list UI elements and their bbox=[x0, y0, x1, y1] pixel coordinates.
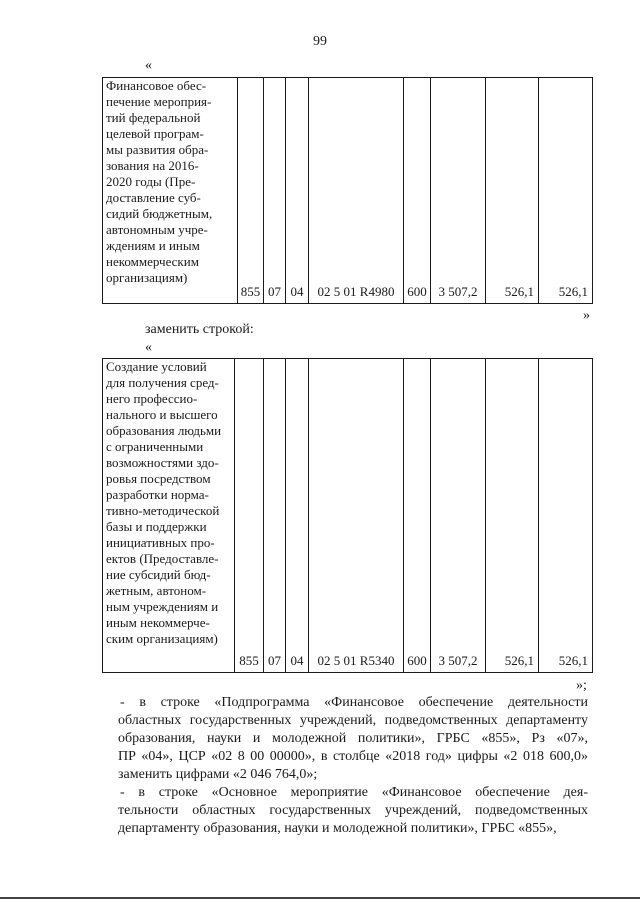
rz-cell: 07 bbox=[264, 78, 286, 304]
sum-2018-cell: 3 507,2 bbox=[431, 359, 486, 673]
page-number: 99 bbox=[313, 34, 327, 49]
csr-cell: 02 5 01 R5340 bbox=[309, 359, 404, 673]
description-line: зования на 2016- bbox=[106, 158, 199, 173]
description-line: некоммерческим bbox=[106, 254, 199, 269]
vr-cell: 600 bbox=[404, 78, 431, 304]
grbs-cell: 855 bbox=[235, 359, 264, 673]
description-line: организациям) bbox=[106, 270, 188, 285]
sum-2019-cell: 526,1 bbox=[486, 359, 539, 673]
budget-table-replacement bbox=[102, 358, 593, 673]
description-line: тивно-методической bbox=[106, 503, 220, 518]
description-line: жетным, автоном- bbox=[106, 583, 207, 598]
sum-2018-cell: 3 507,2 bbox=[431, 78, 486, 304]
csr-cell: 02 5 01 R4980 bbox=[309, 78, 404, 304]
paragraph-line: - в строке «Основное мероприятие «Финансовое обеспечение дея- bbox=[120, 785, 588, 800]
description-line: иным некоммерче- bbox=[106, 615, 210, 630]
paragraph-line: тельности областных государственных учреждений, подведомственных bbox=[118, 803, 588, 818]
closing-quote-2: »; bbox=[576, 678, 587, 693]
description-line: Создание условий bbox=[106, 359, 207, 374]
description-line: нального и высшего bbox=[106, 407, 218, 422]
description-line: возможностями здо- bbox=[106, 455, 219, 470]
opening-quote: « bbox=[145, 58, 152, 73]
paragraph-line: департаменту образования, науки и молодежной политики», ГРБС «855», bbox=[118, 821, 557, 836]
description-line: образования людьми bbox=[106, 423, 222, 438]
description-line: ние субсидий бюд- bbox=[106, 567, 211, 582]
description-line: ровья посредством bbox=[106, 471, 211, 486]
paragraph-line: областных государственных учреждений, подведомственных департаменту bbox=[118, 713, 588, 728]
paragraph-amendment-1 bbox=[118, 694, 588, 784]
sum-2020-cell: 526,1 bbox=[539, 78, 593, 304]
paragraph-line: - в строке «Подпрограмма «Финансовое обеспечение деятельности bbox=[120, 695, 588, 710]
description-line: мы развития обра- bbox=[106, 142, 209, 157]
paragraph-line: образования, науки и молодежной политики», ГРБС «855», Рз «07», bbox=[118, 731, 588, 746]
description-line: сидий бюджетным, bbox=[106, 206, 213, 221]
description-line: ским организациям) bbox=[106, 631, 218, 646]
row-description bbox=[103, 78, 238, 304]
rz-cell: 07 bbox=[264, 359, 286, 673]
description-line: с ограниченными bbox=[106, 439, 204, 454]
description-line: базы и поддержки bbox=[106, 519, 207, 534]
description-line: доставление суб- bbox=[106, 190, 201, 205]
paragraph-line: заменить цифрами «2 046 764,0»; bbox=[118, 767, 318, 782]
description-line: ждениям и иным bbox=[106, 238, 200, 253]
description-line: автономным учре- bbox=[106, 222, 208, 237]
closing-quote: » bbox=[583, 308, 590, 323]
description-line: ным учреждениям и bbox=[106, 599, 219, 614]
paragraph-line: ПР «04», ЦСР «02 8 00 00000», в столбце «2018 год» цифры «2 018 600,0» bbox=[118, 749, 588, 764]
description-line: ектов (Предоставле- bbox=[106, 551, 219, 566]
description-line: тий федеральной bbox=[106, 110, 201, 125]
vr-cell: 600 bbox=[404, 359, 431, 673]
paragraph-amendment-2 bbox=[118, 784, 588, 838]
description-line: целевой програм- bbox=[106, 126, 204, 141]
page-bottom-edge bbox=[0, 897, 640, 899]
replace-instruction: заменить строкой: bbox=[145, 322, 254, 337]
description-line: 2020 годы (Пре- bbox=[106, 174, 196, 189]
description-line: Финансовое обес- bbox=[106, 78, 207, 93]
sum-2020-cell: 526,1 bbox=[539, 359, 593, 673]
description-line: печение мероприя- bbox=[106, 94, 212, 109]
grbs-cell: 855 bbox=[238, 78, 264, 304]
opening-quote-2: « bbox=[145, 340, 152, 355]
description-line: разработки норма- bbox=[106, 487, 209, 502]
description-line: инициативных про- bbox=[106, 535, 215, 550]
sum-2019-cell: 526,1 bbox=[486, 78, 539, 304]
description-line: для получения сред- bbox=[106, 375, 219, 390]
pr-cell: 04 bbox=[286, 359, 309, 673]
budget-table-original bbox=[102, 77, 593, 304]
pr-cell: 04 bbox=[286, 78, 309, 304]
description-line: него профессио- bbox=[106, 391, 198, 406]
row-description bbox=[103, 359, 235, 673]
